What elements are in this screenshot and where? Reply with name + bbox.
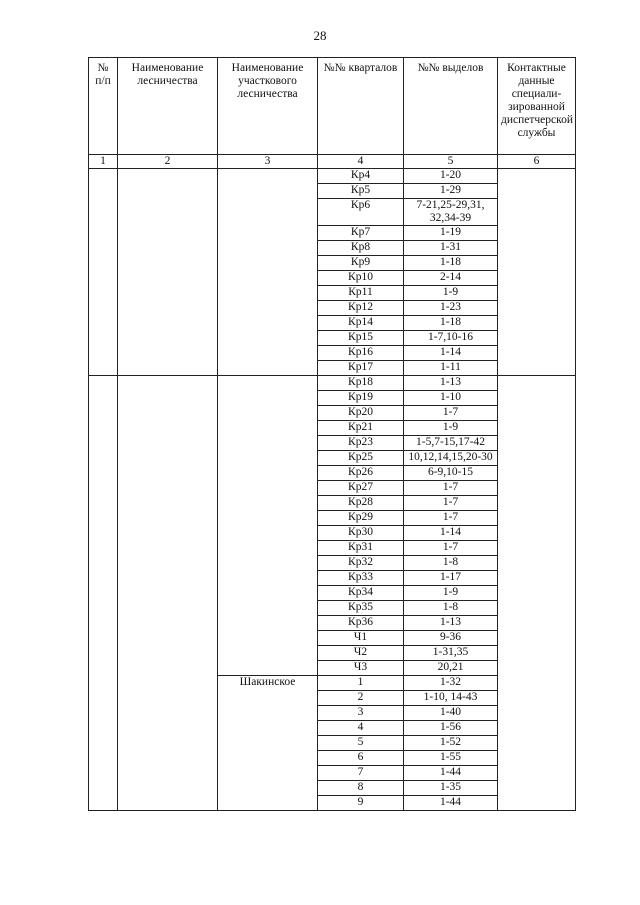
allotment-cell: 7-21,25-29,31, 32,34-39 bbox=[404, 199, 498, 226]
quarter-cell: Кр9 bbox=[318, 256, 404, 271]
quarter-cell: Кр7 bbox=[318, 226, 404, 241]
quarter-cell: Ч3 bbox=[318, 661, 404, 676]
quarter-cell: 2 bbox=[318, 691, 404, 706]
allotment-cell: 1-8 bbox=[404, 556, 498, 571]
allotment-cell: 1-9 bbox=[404, 286, 498, 301]
allotment-cell: 1-7 bbox=[404, 481, 498, 496]
page-number: 28 bbox=[313, 28, 327, 43]
allotment-cell: 1-44 bbox=[404, 766, 498, 781]
quarter-cell: Кр4 bbox=[318, 169, 404, 184]
contacts-cell bbox=[498, 169, 576, 376]
allotment-cell: 1-32 bbox=[404, 676, 498, 691]
allotment-cell: 1-18 bbox=[404, 316, 498, 331]
header-allotments: №№ выделов bbox=[404, 58, 498, 155]
quarter-cell: Кр18 bbox=[318, 376, 404, 391]
quarter-cell: Кр8 bbox=[318, 241, 404, 256]
quarter-cell: Кр30 bbox=[318, 526, 404, 541]
allotment-cell: 1-52 bbox=[404, 736, 498, 751]
col-num: 2 bbox=[118, 155, 218, 169]
header-row bbox=[89, 58, 576, 155]
allotment-cell: 1-18 bbox=[404, 256, 498, 271]
quarter-cell: Кр17 bbox=[318, 361, 404, 376]
quarter-cell: Кр19 bbox=[318, 391, 404, 406]
allotment-cell: 1-8 bbox=[404, 601, 498, 616]
district-name: Шакинское bbox=[218, 676, 318, 811]
quarter-cell: Кр35 bbox=[318, 601, 404, 616]
quarter-cell: 7 bbox=[318, 766, 404, 781]
header-quarters: №№ кварталов bbox=[318, 58, 404, 155]
row-number-cell bbox=[89, 376, 118, 811]
contacts-cell bbox=[498, 376, 576, 811]
quarter-cell: Кр32 bbox=[318, 556, 404, 571]
quarter-cell: Кр5 bbox=[318, 184, 404, 199]
allotment-cell: 1-31 bbox=[404, 241, 498, 256]
allotment-cell: 1-35 bbox=[404, 781, 498, 796]
quarter-cell: Кр36 bbox=[318, 616, 404, 631]
allotment-cell: 1-56 bbox=[404, 721, 498, 736]
table-row bbox=[89, 169, 576, 184]
district-cell bbox=[218, 169, 318, 376]
quarter-cell: Кр15 bbox=[318, 331, 404, 346]
quarter-cell: Кр29 bbox=[318, 511, 404, 526]
allotment-cell: 1-44 bbox=[404, 796, 498, 811]
allotment-cell: 1-9 bbox=[404, 421, 498, 436]
quarter-cell: Кр6 bbox=[318, 199, 404, 226]
col-num: 1 bbox=[89, 155, 118, 169]
quarter-cell: Кр12 bbox=[318, 301, 404, 316]
forestry-cell bbox=[118, 169, 218, 376]
quarter-cell: 3 bbox=[318, 706, 404, 721]
forestry-table bbox=[88, 57, 576, 811]
allotment-cell: 1-5,7-15,17-42 bbox=[404, 436, 498, 451]
quarter-cell: Кр11 bbox=[318, 286, 404, 301]
quarter-cell: 4 bbox=[318, 721, 404, 736]
allotment-cell: 1-19 bbox=[404, 226, 498, 241]
row-number-cell bbox=[89, 169, 118, 376]
col-num: 3 bbox=[218, 155, 318, 169]
quarter-cell: Кр28 bbox=[318, 496, 404, 511]
quarter-cell: Кр31 bbox=[318, 541, 404, 556]
header-number: № п/п bbox=[89, 58, 118, 155]
quarter-cell: Кр23 bbox=[318, 436, 404, 451]
allotment-cell: 1-14 bbox=[404, 346, 498, 361]
allotment-cell: 1-40 bbox=[404, 706, 498, 721]
quarter-cell: Кр16 bbox=[318, 346, 404, 361]
allotment-cell: 1-10 bbox=[404, 391, 498, 406]
quarter-cell: Кр27 bbox=[318, 481, 404, 496]
quarter-cell: Кр21 bbox=[318, 421, 404, 436]
col-num: 6 bbox=[498, 155, 576, 169]
header-contacts: Контактные данные специали-зированной диспетчерской службы bbox=[498, 58, 576, 155]
allotment-cell: 1-13 bbox=[404, 376, 498, 391]
allotment-cell: 1-29 bbox=[404, 184, 498, 199]
allotment-cell: 10,12,14,15,20-30 bbox=[404, 451, 498, 466]
allotment-cell: 1-11 bbox=[404, 361, 498, 376]
header-forestry: Наименование лесничества bbox=[118, 58, 218, 155]
quarter-cell: Ч1 bbox=[318, 631, 404, 646]
district-cell bbox=[218, 376, 318, 676]
allotment-cell: 1-7 bbox=[404, 406, 498, 421]
allotment-cell: 1-31,35 bbox=[404, 646, 498, 661]
quarter-cell: 1 bbox=[318, 676, 404, 691]
allotment-cell: 1-7 bbox=[404, 541, 498, 556]
quarter-cell: Ч2 bbox=[318, 646, 404, 661]
quarter-cell: 6 bbox=[318, 751, 404, 766]
allotment-cell: 6-9,10-15 bbox=[404, 466, 498, 481]
allotment-cell: 1-55 bbox=[404, 751, 498, 766]
allotment-cell: 1-7,10-16 bbox=[404, 331, 498, 346]
allotment-cell: 1-17 bbox=[404, 571, 498, 586]
allotment-cell: 1-23 bbox=[404, 301, 498, 316]
allotment-cell: 1-13 bbox=[404, 616, 498, 631]
quarter-cell: 5 bbox=[318, 736, 404, 751]
col-num: 4 bbox=[318, 155, 404, 169]
allotment-cell: 1-9 bbox=[404, 586, 498, 601]
col-num: 5 bbox=[404, 155, 498, 169]
allotment-cell: 1-10, 14-43 bbox=[404, 691, 498, 706]
quarter-cell: 9 bbox=[318, 796, 404, 811]
forestry-cell bbox=[118, 376, 218, 811]
quarter-cell: Кр34 bbox=[318, 586, 404, 601]
quarter-cell: 8 bbox=[318, 781, 404, 796]
quarter-cell: Кр10 bbox=[318, 271, 404, 286]
header-district-forestry: Наименование участкового лесничества bbox=[218, 58, 318, 155]
quarter-cell: Кр25 bbox=[318, 451, 404, 466]
quarter-cell: Кр20 bbox=[318, 406, 404, 421]
allotment-cell: 1-7 bbox=[404, 511, 498, 526]
allotment-cell: 2-14 bbox=[404, 271, 498, 286]
quarter-cell: Кр26 bbox=[318, 466, 404, 481]
allotment-cell: 1-20 bbox=[404, 169, 498, 184]
allotment-cell: 9-36 bbox=[404, 631, 498, 646]
column-numbering-row bbox=[89, 155, 576, 169]
allotment-cell: 1-7 bbox=[404, 496, 498, 511]
quarter-cell: Кр14 bbox=[318, 316, 404, 331]
allotment-cell: 1-14 bbox=[404, 526, 498, 541]
table-row bbox=[89, 376, 576, 391]
quarter-cell: Кр33 bbox=[318, 571, 404, 586]
allotment-cell: 20,21 bbox=[404, 661, 498, 676]
